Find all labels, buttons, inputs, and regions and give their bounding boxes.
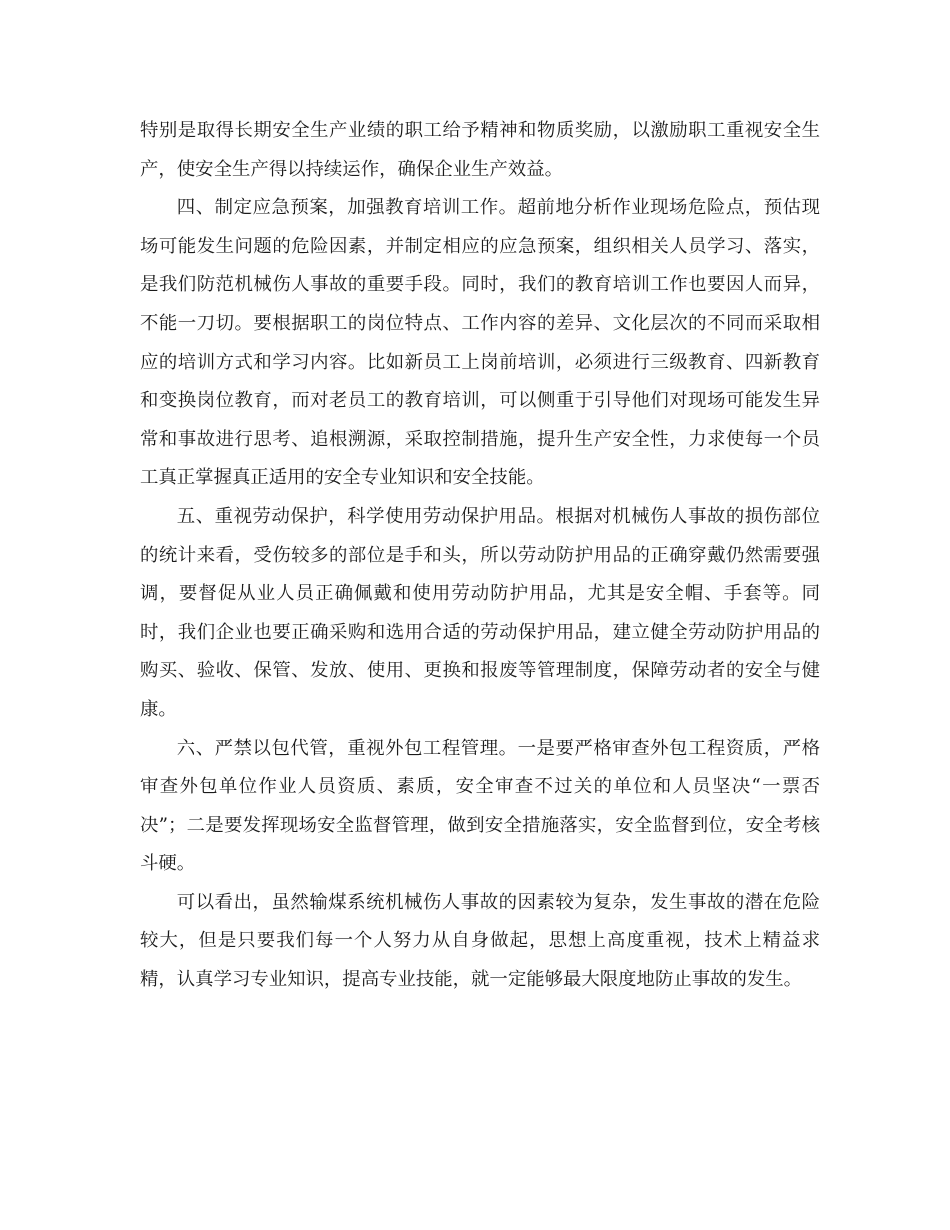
paragraph-continuation: 特别是取得长期安全生产业绩的职工给予精神和物质奖励，以激励职工重视安全生产，使安全生产得以持续运作，确保企业生产效益。 bbox=[140, 120, 820, 180]
paragraph-section-four: 四、制定应急预案，加强教育培训工作。超前地分析作业现场危险点，预估现场可能发生问题的危险因素，并制定相应的应急预案，组织相关人员学习、落实，是我们防范机械伤人事故的重要手段。同时，我们的教育培训工作也要因人而异，不能一刀切。要根据职工的岗位特点、工作内容的差异、文化层次的不同而采取相应的培训方式和学习内容。比如新员工上岗前培训，必须进行三级教育、四新教育和变换岗位教育，而对老员工的教育培训，可以侧重于引导他们对现场可能发生异常和事故进行思考、追根溯源，采取控制措施，提升生产安全性，力求使每一个员工真正掌握真正适用的安全专业知识和安全技能。 bbox=[140, 197, 820, 489]
paragraph-conclusion: 可以看出，虽然输煤系统机械伤人事故的因素较为复杂，发生事故的潜在危险较大，但是只要我们每一个人努力从自身做起，思想上高度重视，技术上精益求精，认真学习专业知识，提高专业技能，就一定能够最大限度地防止事故的发生。 bbox=[140, 891, 820, 991]
document-body bbox=[140, 112, 820, 1000]
paragraph-section-six: 六、严禁以包代管，重视外包工程管理。一是要严格审查外包工程资质，严格审查外包单位作业人员资质、素质，安全审查不过关的单位和人员坚决“一票否决”；二是要发挥现场安全监督管理，做到安全措施落实，安全监督到位，安全考核斗硬。 bbox=[140, 737, 820, 875]
paragraph-section-five: 五、重视劳动保护，科学使用劳动保护用品。根据对机械伤人事故的损伤部位的统计来看，受伤较多的部位是手和头，所以劳动防护用品的正确穿戴仍然需要强调，要督促从业人员正确佩戴和使用劳动防护用品，尤其是安全帽、手套等。同时，我们企业也要正确采购和选用合适的劳动保护用品，建立健全劳动防护用品的购买、验收、保管、发放、使用、更换和报废等管理制度，保障劳动者的安全与健康。 bbox=[140, 505, 820, 720]
